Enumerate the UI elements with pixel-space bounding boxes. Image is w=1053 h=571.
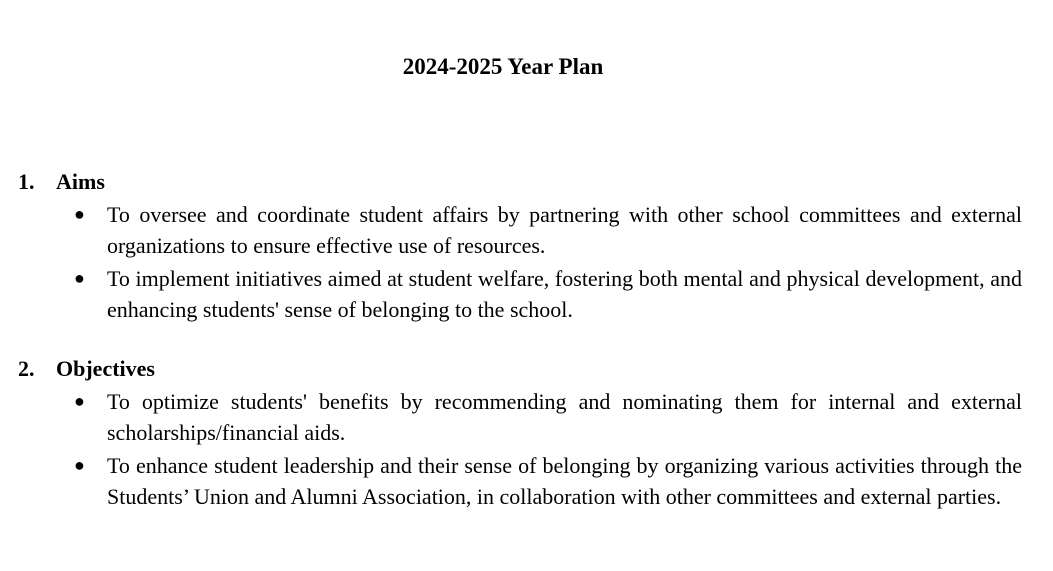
list-item-text: To enhance student leadership and their sense of belonging by organizing various activities through the Students’ Union and Alumni Association, in collaboration with other committees and external parties.: [107, 453, 1022, 509]
aims-list: [18, 199, 1028, 325]
objectives-list: [18, 386, 1028, 512]
page-title: 2024-2025 Year Plan: [402, 54, 604, 79]
list-item: [18, 199, 1028, 261]
section-number: 2.: [18, 356, 35, 381]
section-title: Objectives: [56, 356, 155, 381]
list-item-text: To optimize students' benefits by recommending and nominating them for internal and external scholarships/financial aids.: [107, 389, 1022, 445]
section-number: 1.: [18, 169, 35, 194]
list-item-text: To implement initiatives aimed at student welfare, fostering both mental and physical development, and enhancing students' sense of belonging to the school.: [107, 266, 1022, 322]
list-item-text: To oversee and coordinate student affairs by partnering with other school committees and external organizations to ensure effective use of resources.: [107, 202, 1022, 258]
section-objectives: [18, 354, 1028, 512]
section-aims: [18, 167, 1028, 325]
list-item: [18, 263, 1028, 325]
bullet-icon: ●: [74, 455, 85, 475]
bullet-icon: ●: [74, 391, 85, 411]
list-item: [18, 386, 1028, 448]
section-heading-objectives: [18, 354, 1028, 384]
list-item: [18, 450, 1028, 512]
section-title: Aims: [56, 169, 105, 194]
section-heading-aims: [18, 167, 1028, 197]
bullet-icon: ●: [74, 204, 85, 224]
bullet-icon: ●: [74, 268, 85, 288]
